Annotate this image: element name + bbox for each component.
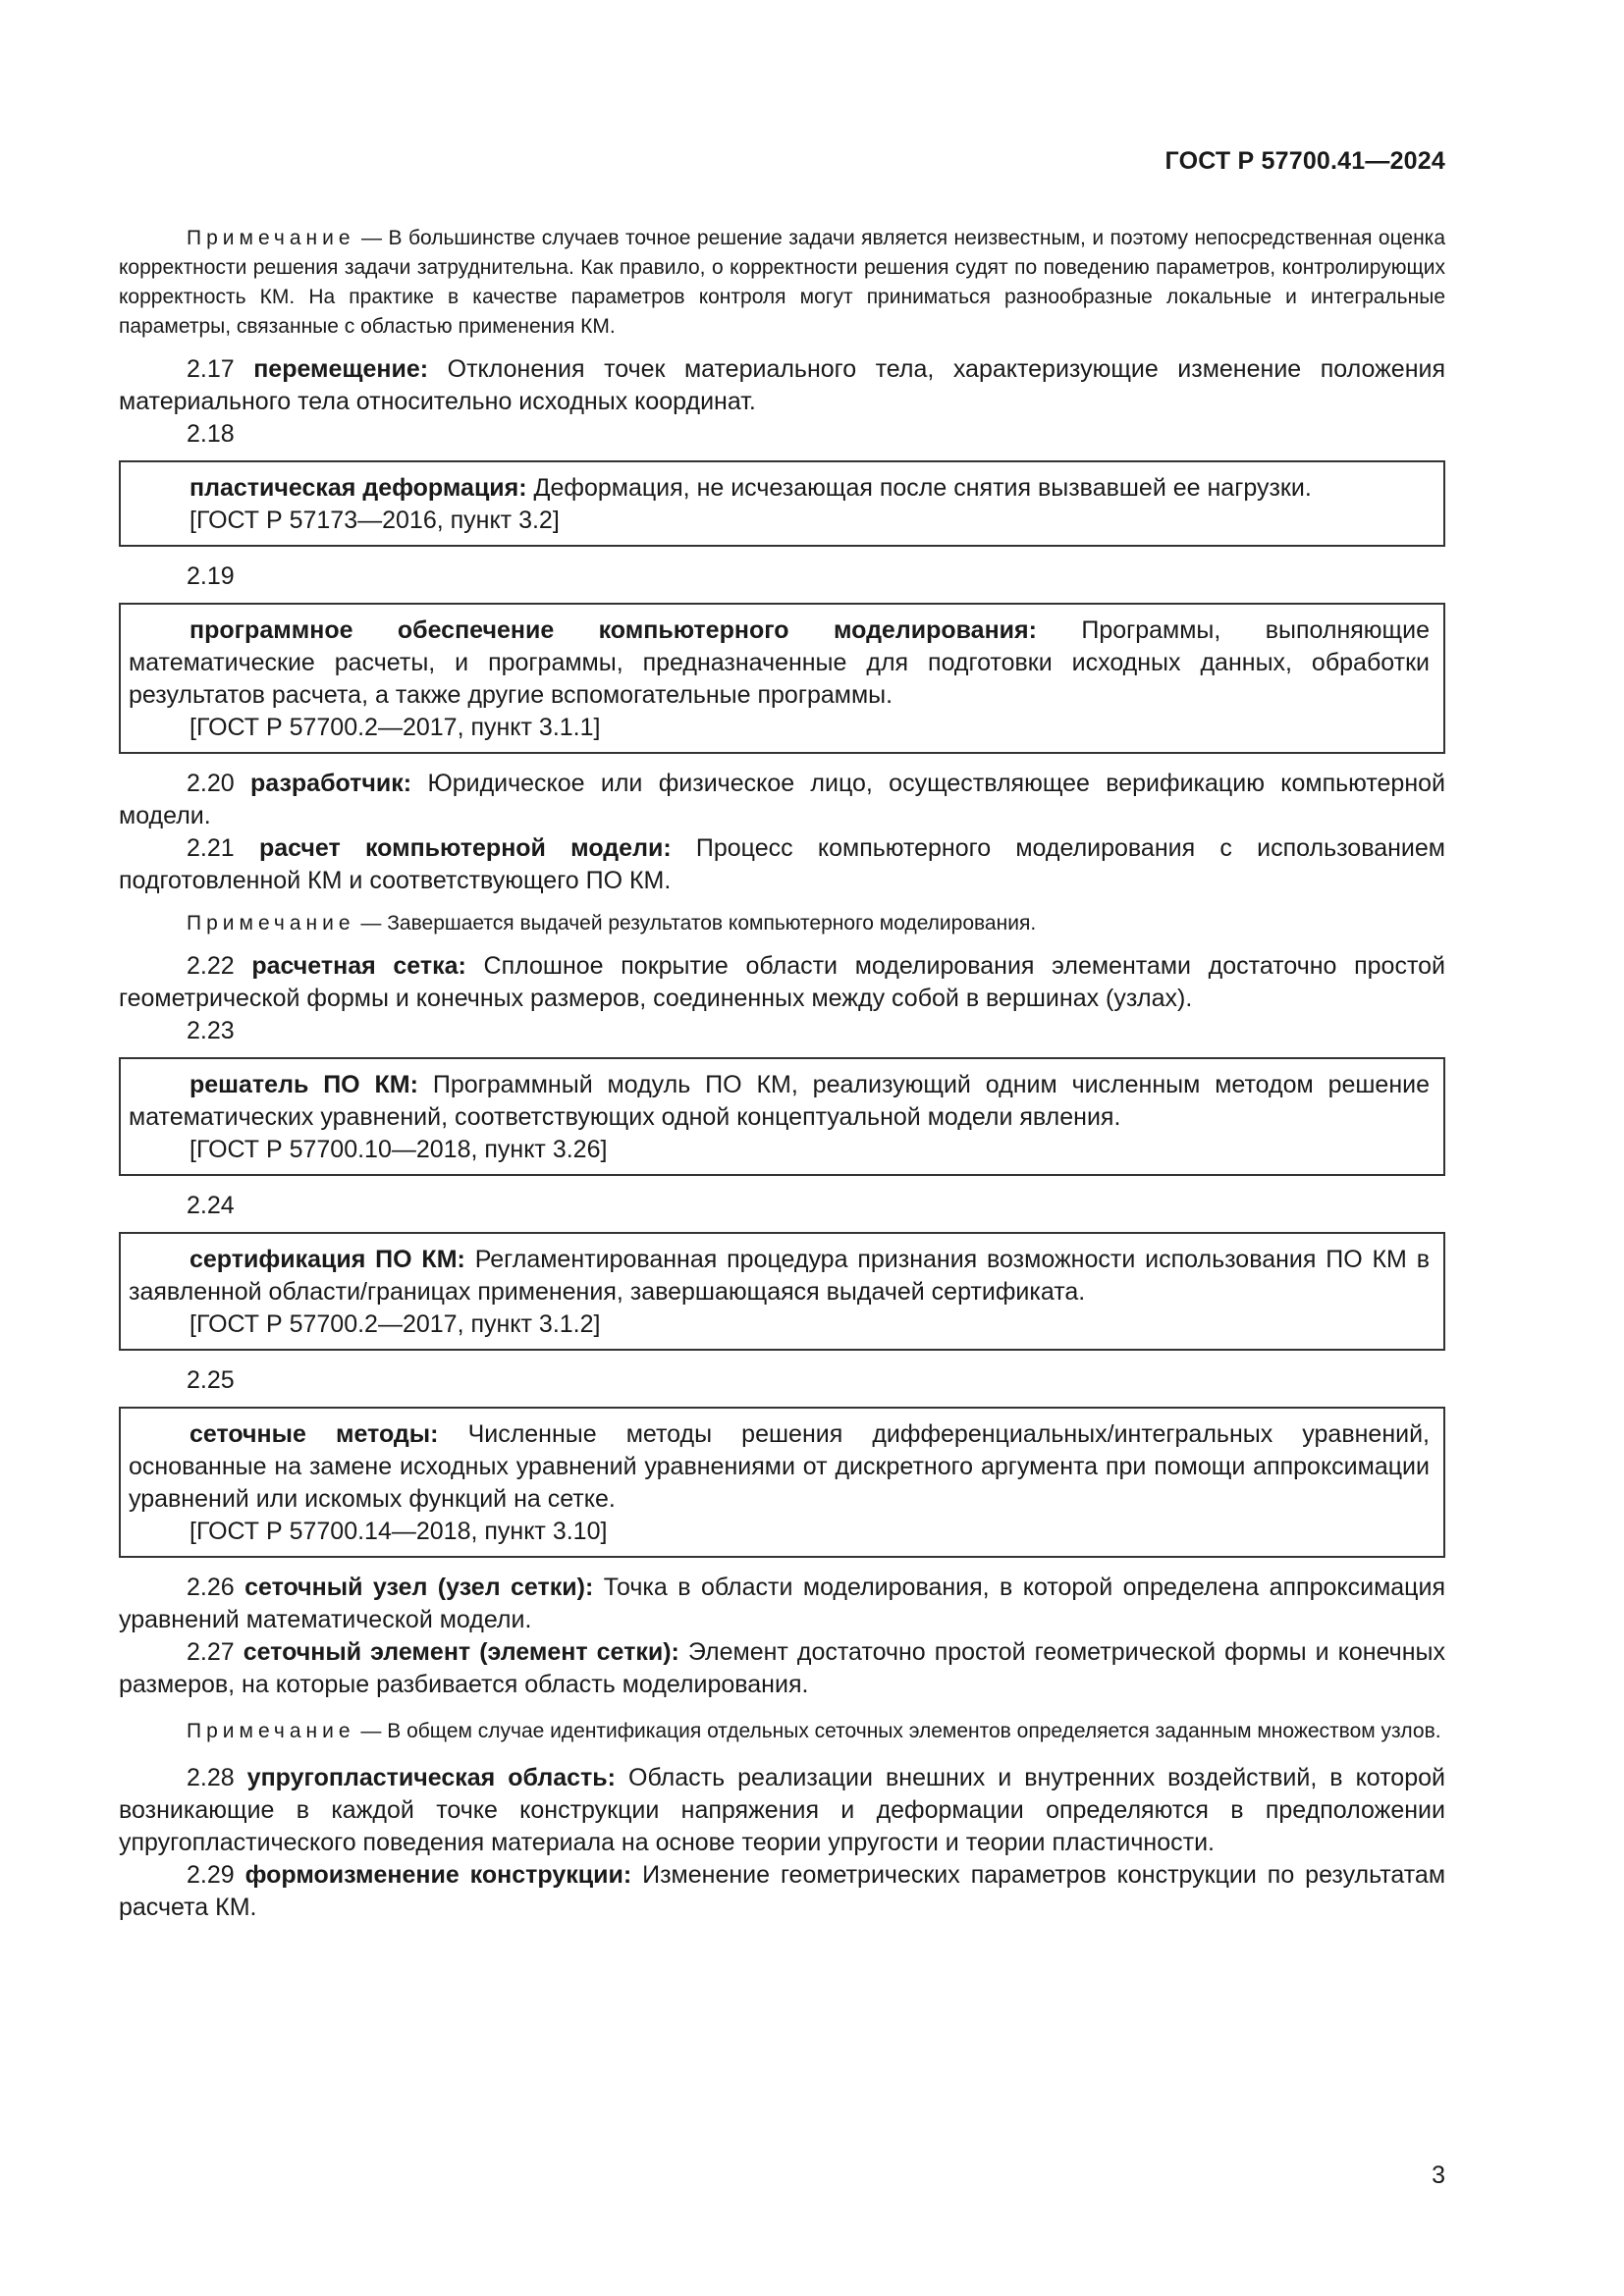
page-number: 3	[1432, 2162, 1445, 2189]
term-box-2-25: сеточные методы: Численные методы решения дифференциальных/интегральных уравнений, основанные на замене исходных уравнений уравнениями от дискретного аргумента при помощи аппроксимации уравнений или искомых функций на сетке. [ГОСТ Р 57700.14—2018, пункт 3.10]	[119, 1407, 1445, 1558]
term-reference: [ГОСТ Р 57700.14—2018, пункт 3.10]	[189, 1518, 608, 1545]
term-box-2-18: пластическая деформация: Деформация, не исчезающая после снятия вызвавшей ее нагрузки. [ГОСТ Р 57173—2016, пункт 3.2]	[119, 460, 1445, 547]
note-label: Примечание	[187, 912, 355, 934]
term-2-29: 2.29 формоизменение конструкции: Изменение геометрических параметров конструкции по результатам расчета КМ.	[119, 1861, 1446, 1921]
term-2-28: 2.28 упругопластическая область: Область реализации внешних и внутренних воздействий, в которой возникающие в каждой точке конструкции напряжения и деформации определяются в предположении упругопластического поведения материала на основе теории упругости и теории пластичности.	[119, 1764, 1445, 1856]
page-content	[119, 224, 1445, 1924]
term-number-2-19: 2.19	[187, 562, 235, 590]
note-label: Примечание	[187, 227, 355, 249]
term-number-2-23: 2.23	[187, 1017, 235, 1044]
note-1: Примечание — В большинстве случаев точное решение задачи является неизвестным, и поэтому непосредственная оценка корректности решения задачи затруднительна. Как правило, о корректности решения судят по поведению параметров, контролирующих корректность КМ. На практике в качестве параметров контроля могут приниматься разнообразные локальные и интегральные параметры, связанные с областью применения КМ.	[119, 227, 1446, 338]
note-2: Примечание — Завершается выдачей результатов компьютерного моделирования.	[187, 912, 1037, 934]
term-number-2-25: 2.25	[187, 1366, 235, 1394]
term-2-20: 2.20 разработчик: Юридическое или физическое лицо, осуществляющее верификацию компьютерной модели.	[119, 770, 1445, 829]
term-number-2-24: 2.24	[187, 1192, 235, 1219]
term-box-2-23: решатель ПО КМ: Программный модуль ПО КМ, реализующий одним численным методом решение математических уравнений, соответствующих одной концептуальной модели явления. [ГОСТ Р 57700.10—2018, пункт 3.26]	[119, 1057, 1445, 1176]
term-number-2-18: 2.18	[187, 420, 235, 448]
term-2-27: 2.27 сеточный элемент (элемент сетки): Элемент достаточно простой геометрической формы и конечных размеров, на которые разбивается область моделирования.	[119, 1638, 1445, 1698]
term-2-21: 2.21 расчет компьютерной модели: Процесс компьютерного моделирования с использованием подготовленной КМ и соответствующего ПО КМ.	[119, 834, 1445, 894]
term-box-2-24: сертификация ПО КМ: Регламентированная процедура признания возможности использования ПО КМ в заявленной области/границах применения, завершающаяся выдачей сертификата. [ГОСТ Р 57700.2—2017, пункт 3.1.2]	[119, 1232, 1445, 1351]
note-label: Примечание	[187, 1720, 355, 1742]
term-reference: [ГОСТ Р 57700.2—2017, пункт 3.1.1]	[189, 714, 601, 741]
term-box-2-19: программное обеспечение компьютерного моделирования: Программы, выполняющие математические расчеты, и программы, предназначенные для подготовки исходных данных, обработки результатов расчета, а также другие вспомогательные программы. [ГОСТ Р 57700.2—2017, пункт 3.1.1]	[119, 603, 1445, 754]
standard-code: ГОСТ Р 57700.41—2024	[1164, 147, 1445, 175]
term-2-22: 2.22 расчетная сетка: Сплошное покрытие области моделирования элементами достаточно простой геометрической формы и конечных размеров, соединенных между собой в вершинах (узлах).	[119, 952, 1445, 1012]
term-reference: [ГОСТ Р 57173—2016, пункт 3.2]	[189, 507, 560, 534]
note-3: Примечание — В общем случае идентификация отдельных сеточных элементов определяется заданным множеством узлов.	[187, 1720, 1441, 1742]
term-2-26: 2.26 сеточный узел (узел сетки): Точка в области моделирования, в которой определена аппроксимация уравнений математической модели.	[119, 1574, 1445, 1633]
term-reference: [ГОСТ Р 57700.10—2018, пункт 3.26]	[189, 1136, 608, 1163]
term-2-17: 2.17 перемещение: Отклонения точек материального тела, характеризующие изменение положения материального тела относительно исходных координат.	[119, 355, 1446, 415]
term-reference: [ГОСТ Р 57700.2—2017, пункт 3.1.2]	[189, 1310, 601, 1338]
